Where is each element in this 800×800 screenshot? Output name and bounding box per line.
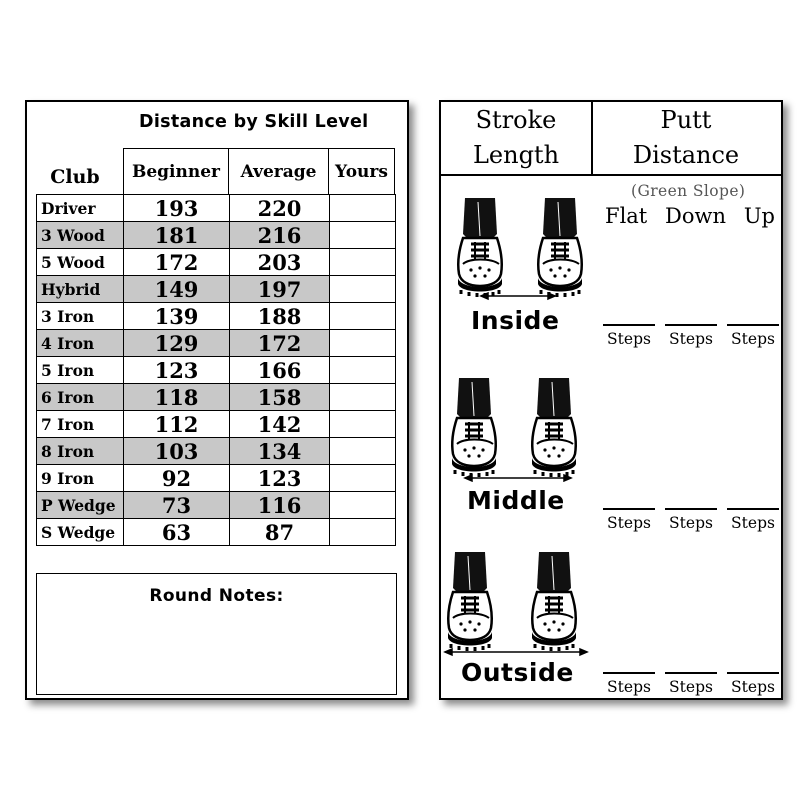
stroke-header-line-2: Length [472,141,560,169]
slope-down: Down [665,204,727,228]
yours-distance-cell[interactable] [330,222,396,249]
club-name-cell: 8 Iron [37,438,124,465]
stroke-length-header [441,102,591,174]
yours-distance-cell[interactable] [330,438,396,465]
club-row [37,519,396,546]
club-row [37,249,396,276]
club-name-cell: 7 Iron [37,411,124,438]
beginner-column-header: Beginner [123,148,229,194]
club-name-cell: 4 Iron [37,330,124,357]
yours-distance-cell[interactable] [330,303,396,330]
club-row [37,330,396,357]
yours-distance-cell[interactable] [330,519,396,546]
outside-steps-row [603,672,779,696]
club-row [37,276,396,303]
inside-steps-row [603,324,779,348]
inside-up-steps[interactable]: Steps [727,324,779,348]
club-name-cell: 9 Iron [37,465,124,492]
average-distance-cell: 220 [230,195,330,222]
middle-label: Middle [467,486,565,515]
outside-label: Outside [461,658,574,687]
yours-distance-cell[interactable] [330,492,396,519]
average-distance-cell: 134 [230,438,330,465]
average-distance-cell: 172 [230,330,330,357]
beginner-distance-cell: 118 [124,384,230,411]
average-distance-cell: 142 [230,411,330,438]
yours-distance-cell[interactable] [330,249,396,276]
yours-distance-cell[interactable] [330,384,396,411]
distance-title: Distance by Skill Level [139,112,369,132]
average-distance-cell: 203 [230,249,330,276]
inside-down-steps[interactable]: Steps [665,324,717,348]
beginner-distance-cell: 181 [124,222,230,249]
club-row [37,384,396,411]
slope-up: Up [743,204,775,228]
beginner-distance-cell: 112 [124,411,230,438]
average-column-header: Average [229,148,329,194]
middle-down-steps[interactable]: Steps [665,508,717,532]
middle-stance-feet-icon [449,378,585,482]
yours-distance-cell[interactable] [330,195,396,222]
average-distance-cell: 188 [230,303,330,330]
beginner-distance-cell: 172 [124,249,230,276]
club-distance-table [36,194,396,546]
club-name-cell: 6 Iron [37,384,124,411]
outside-flat-steps[interactable]: Steps [603,672,655,696]
middle-up-steps[interactable]: Steps [727,508,779,532]
beginner-distance-cell: 73 [124,492,230,519]
putt-card [439,100,783,700]
beginner-distance-cell: 123 [124,357,230,384]
yours-column-header: Yours [329,148,395,194]
round-notes-label: Round Notes: [149,586,284,606]
club-row [37,465,396,492]
club-name-cell: 5 Iron [37,357,124,384]
beginner-distance-cell: 149 [124,276,230,303]
beginner-distance-cell: 129 [124,330,230,357]
outside-up-steps[interactable]: Steps [727,672,779,696]
club-row [37,492,396,519]
slope-flat: Flat [605,204,648,228]
beginner-distance-cell: 193 [124,195,230,222]
stroke-header-line-1: Stroke [475,106,557,134]
putt-header-line-2: Distance [632,141,740,169]
green-slope-label: (Green Slope) [631,182,746,200]
average-distance-cell: 116 [230,492,330,519]
yours-distance-cell[interactable] [330,330,396,357]
club-name-cell: P Wedge [37,492,124,519]
club-name-cell: 3 Iron [37,303,124,330]
yours-distance-cell[interactable] [330,411,396,438]
average-distance-cell: 87 [230,519,330,546]
average-distance-cell: 158 [230,384,330,411]
inside-label: Inside [471,306,560,335]
yours-distance-cell[interactable] [330,357,396,384]
club-row [37,195,396,222]
average-distance-cell: 166 [230,357,330,384]
club-row [37,303,396,330]
club-name-cell: 3 Wood [37,222,124,249]
distance-card [25,100,409,700]
outside-stance-feet-icon [443,552,589,662]
beginner-distance-cell: 139 [124,303,230,330]
beginner-distance-cell: 103 [124,438,230,465]
round-notes-box[interactable] [36,573,397,695]
inside-stance-feet-icon [449,198,585,302]
average-distance-cell: 216 [230,222,330,249]
club-name-cell: 5 Wood [37,249,124,276]
beginner-distance-cell: 92 [124,465,230,492]
putt-header-line-1: Putt [660,106,712,134]
slope-columns [605,204,775,228]
average-distance-cell: 197 [230,276,330,303]
yours-distance-cell[interactable] [330,276,396,303]
club-name-cell: S Wedge [37,519,124,546]
club-row [37,411,396,438]
putt-distance-header [591,102,781,174]
club-row [37,357,396,384]
club-row [37,438,396,465]
outside-down-steps[interactable]: Steps [665,672,717,696]
middle-steps-row [603,508,779,532]
yours-distance-cell[interactable] [330,465,396,492]
club-name-cell: Driver [37,195,124,222]
club-row [37,222,396,249]
inside-flat-steps[interactable]: Steps [603,324,655,348]
average-distance-cell: 123 [230,465,330,492]
header-rule [441,174,781,176]
club-name-cell: Hybrid [37,276,124,303]
middle-flat-steps[interactable]: Steps [603,508,655,532]
club-column-header: Club [50,166,100,188]
beginner-distance-cell: 63 [124,519,230,546]
